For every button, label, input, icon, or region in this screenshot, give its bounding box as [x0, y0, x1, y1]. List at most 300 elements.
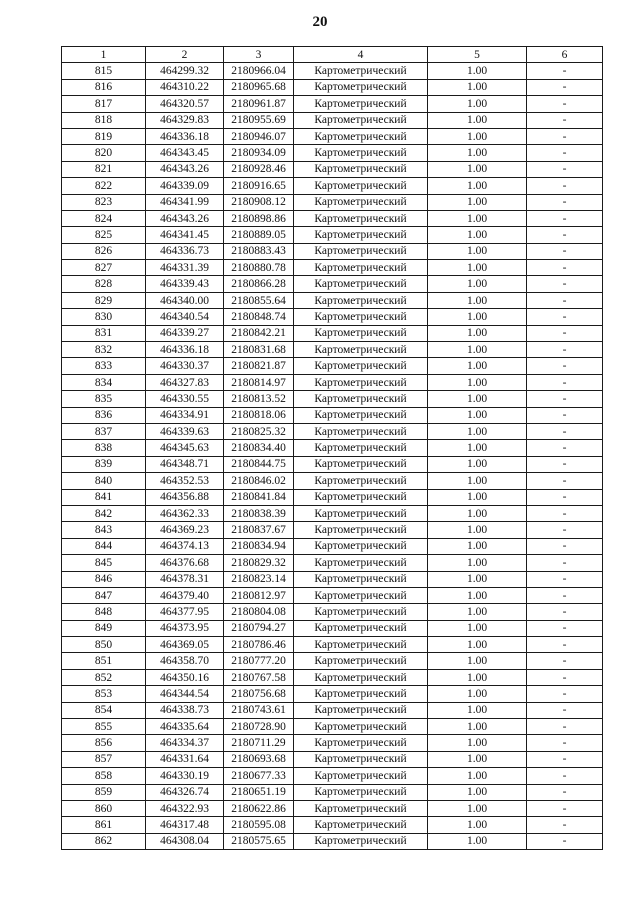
- point-number-cell: 858: [62, 768, 146, 784]
- accuracy-cell: 1.00: [428, 505, 527, 521]
- x-coordinate-cell: 464356.88: [146, 489, 224, 505]
- method-cell: Картометрический: [294, 391, 428, 407]
- method-cell: Картометрический: [294, 768, 428, 784]
- note-cell: -: [527, 243, 603, 259]
- note-cell: -: [527, 407, 603, 423]
- accuracy-cell: 1.00: [428, 342, 527, 358]
- accuracy-cell: 1.00: [428, 407, 527, 423]
- method-cell: Картометрический: [294, 751, 428, 767]
- table-row: [62, 719, 603, 735]
- note-cell: -: [527, 784, 603, 800]
- accuracy-cell: 1.00: [428, 194, 527, 210]
- table-body: [62, 63, 603, 850]
- x-coordinate-cell: 464358.70: [146, 653, 224, 669]
- method-cell: Картометрический: [294, 522, 428, 538]
- method-cell: Картометрический: [294, 112, 428, 128]
- point-number-cell: 820: [62, 145, 146, 161]
- point-number-cell: 836: [62, 407, 146, 423]
- table-row: [62, 391, 603, 407]
- accuracy-cell: 1.00: [428, 702, 527, 718]
- note-cell: -: [527, 800, 603, 816]
- method-cell: Картометрический: [294, 145, 428, 161]
- y-coordinate-cell: 2180883.43: [224, 243, 294, 259]
- note-cell: -: [527, 653, 603, 669]
- y-coordinate-cell: 2180831.68: [224, 342, 294, 358]
- y-coordinate-cell: 2180786.46: [224, 637, 294, 653]
- point-number-cell: 829: [62, 292, 146, 308]
- method-cell: Картометрический: [294, 669, 428, 685]
- note-cell: -: [527, 587, 603, 603]
- accuracy-cell: 1.00: [428, 571, 527, 587]
- table-row: [62, 784, 603, 800]
- table-row: [62, 79, 603, 95]
- point-number-cell: 837: [62, 423, 146, 439]
- y-coordinate-cell: 2180777.20: [224, 653, 294, 669]
- table-row: [62, 210, 603, 226]
- method-cell: Картометрический: [294, 292, 428, 308]
- table-row: [62, 243, 603, 259]
- table-row: [62, 227, 603, 243]
- y-coordinate-cell: 2180829.32: [224, 555, 294, 571]
- point-number-cell: 851: [62, 653, 146, 669]
- point-number-cell: 832: [62, 342, 146, 358]
- x-coordinate-cell: 464376.68: [146, 555, 224, 571]
- header-cell: 2: [146, 47, 224, 63]
- accuracy-cell: 1.00: [428, 210, 527, 226]
- table-row: [62, 653, 603, 669]
- note-cell: -: [527, 669, 603, 685]
- method-cell: Картометрический: [294, 276, 428, 292]
- x-coordinate-cell: 464373.95: [146, 620, 224, 636]
- point-number-cell: 847: [62, 587, 146, 603]
- note-cell: -: [527, 260, 603, 276]
- table-row: [62, 128, 603, 144]
- table-row: [62, 768, 603, 784]
- method-cell: Картометрический: [294, 96, 428, 112]
- point-number-cell: 826: [62, 243, 146, 259]
- table-row: [62, 112, 603, 128]
- method-cell: Картометрический: [294, 637, 428, 653]
- method-cell: Картометрический: [294, 79, 428, 95]
- header-cell: 5: [428, 47, 527, 63]
- table-row: [62, 407, 603, 423]
- y-coordinate-cell: 2180846.02: [224, 473, 294, 489]
- y-coordinate-cell: 2180961.87: [224, 96, 294, 112]
- table-row: [62, 669, 603, 685]
- y-coordinate-cell: 2180955.69: [224, 112, 294, 128]
- y-coordinate-cell: 2180916.65: [224, 178, 294, 194]
- point-number-cell: 824: [62, 210, 146, 226]
- accuracy-cell: 1.00: [428, 456, 527, 472]
- x-coordinate-cell: 464339.09: [146, 178, 224, 194]
- accuracy-cell: 1.00: [428, 128, 527, 144]
- y-coordinate-cell: 2180848.74: [224, 309, 294, 325]
- x-coordinate-cell: 464377.95: [146, 604, 224, 620]
- header-cell: 3: [224, 47, 294, 63]
- point-number-cell: 840: [62, 473, 146, 489]
- x-coordinate-cell: 464378.31: [146, 571, 224, 587]
- point-number-cell: 818: [62, 112, 146, 128]
- x-coordinate-cell: 464340.54: [146, 309, 224, 325]
- note-cell: -: [527, 473, 603, 489]
- point-number-cell: 833: [62, 358, 146, 374]
- table-row: [62, 178, 603, 194]
- y-coordinate-cell: 2180841.84: [224, 489, 294, 505]
- x-coordinate-cell: 464317.48: [146, 817, 224, 833]
- note-cell: -: [527, 342, 603, 358]
- accuracy-cell: 1.00: [428, 686, 527, 702]
- accuracy-cell: 1.00: [428, 620, 527, 636]
- x-coordinate-cell: 464350.16: [146, 669, 224, 685]
- method-cell: Картометрический: [294, 227, 428, 243]
- table-row: [62, 358, 603, 374]
- method-cell: Картометрический: [294, 800, 428, 816]
- y-coordinate-cell: 2180622.86: [224, 800, 294, 816]
- x-coordinate-cell: 464343.45: [146, 145, 224, 161]
- table-row: [62, 702, 603, 718]
- method-cell: Картометрический: [294, 620, 428, 636]
- accuracy-cell: 1.00: [428, 276, 527, 292]
- point-number-cell: 850: [62, 637, 146, 653]
- method-cell: Картометрический: [294, 473, 428, 489]
- table-row: [62, 260, 603, 276]
- point-number-cell: 817: [62, 96, 146, 112]
- point-number-cell: 862: [62, 833, 146, 849]
- x-coordinate-cell: 464352.53: [146, 473, 224, 489]
- note-cell: -: [527, 735, 603, 751]
- note-cell: -: [527, 833, 603, 849]
- method-cell: Картометрический: [294, 505, 428, 521]
- x-coordinate-cell: 464379.40: [146, 587, 224, 603]
- accuracy-cell: 1.00: [428, 669, 527, 685]
- y-coordinate-cell: 2180834.40: [224, 440, 294, 456]
- accuracy-cell: 1.00: [428, 637, 527, 653]
- point-number-cell: 856: [62, 735, 146, 751]
- method-cell: Картометрический: [294, 423, 428, 439]
- method-cell: Картометрический: [294, 587, 428, 603]
- y-coordinate-cell: 2180855.64: [224, 292, 294, 308]
- method-cell: Картометрический: [294, 260, 428, 276]
- coordinates-table: [61, 46, 603, 850]
- accuracy-cell: 1.00: [428, 178, 527, 194]
- method-cell: Картометрический: [294, 784, 428, 800]
- x-coordinate-cell: 464308.04: [146, 833, 224, 849]
- accuracy-cell: 1.00: [428, 260, 527, 276]
- point-number-cell: 859: [62, 784, 146, 800]
- note-cell: -: [527, 276, 603, 292]
- point-number-cell: 854: [62, 702, 146, 718]
- table-row: [62, 751, 603, 767]
- x-coordinate-cell: 464339.43: [146, 276, 224, 292]
- y-coordinate-cell: 2180821.87: [224, 358, 294, 374]
- header-cell: 4: [294, 47, 428, 63]
- note-cell: -: [527, 538, 603, 554]
- note-cell: -: [527, 456, 603, 472]
- table-row: [62, 63, 603, 79]
- note-cell: -: [527, 210, 603, 226]
- y-coordinate-cell: 2180823.14: [224, 571, 294, 587]
- point-number-cell: 825: [62, 227, 146, 243]
- table-row: [62, 522, 603, 538]
- method-cell: Картометрический: [294, 833, 428, 849]
- method-cell: Картометрический: [294, 178, 428, 194]
- note-cell: -: [527, 309, 603, 325]
- accuracy-cell: 1.00: [428, 358, 527, 374]
- accuracy-cell: 1.00: [428, 653, 527, 669]
- note-cell: -: [527, 555, 603, 571]
- note-cell: -: [527, 423, 603, 439]
- point-number-cell: 857: [62, 751, 146, 767]
- x-coordinate-cell: 464336.73: [146, 243, 224, 259]
- note-cell: -: [527, 620, 603, 636]
- method-cell: Картометрический: [294, 653, 428, 669]
- table-row: [62, 473, 603, 489]
- accuracy-cell: 1.00: [428, 112, 527, 128]
- header-cell: 1: [62, 47, 146, 63]
- point-number-cell: 828: [62, 276, 146, 292]
- point-number-cell: 819: [62, 128, 146, 144]
- point-number-cell: 831: [62, 325, 146, 341]
- y-coordinate-cell: 2180966.04: [224, 63, 294, 79]
- note-cell: -: [527, 292, 603, 308]
- accuracy-cell: 1.00: [428, 440, 527, 456]
- note-cell: -: [527, 145, 603, 161]
- x-coordinate-cell: 464344.54: [146, 686, 224, 702]
- y-coordinate-cell: 2180965.68: [224, 79, 294, 95]
- x-coordinate-cell: 464331.64: [146, 751, 224, 767]
- note-cell: -: [527, 194, 603, 210]
- accuracy-cell: 1.00: [428, 817, 527, 833]
- accuracy-cell: 1.00: [428, 800, 527, 816]
- method-cell: Картометрический: [294, 817, 428, 833]
- y-coordinate-cell: 2180814.97: [224, 374, 294, 390]
- y-coordinate-cell: 2180837.67: [224, 522, 294, 538]
- accuracy-cell: 1.00: [428, 309, 527, 325]
- note-cell: -: [527, 128, 603, 144]
- note-cell: -: [527, 161, 603, 177]
- note-cell: -: [527, 374, 603, 390]
- accuracy-cell: 1.00: [428, 325, 527, 341]
- y-coordinate-cell: 2180813.52: [224, 391, 294, 407]
- point-number-cell: 838: [62, 440, 146, 456]
- y-coordinate-cell: 2180711.29: [224, 735, 294, 751]
- x-coordinate-cell: 464341.99: [146, 194, 224, 210]
- accuracy-cell: 1.00: [428, 604, 527, 620]
- table-row: [62, 276, 603, 292]
- table-row: [62, 833, 603, 849]
- point-number-cell: 830: [62, 309, 146, 325]
- accuracy-cell: 1.00: [428, 145, 527, 161]
- point-number-cell: 843: [62, 522, 146, 538]
- y-coordinate-cell: 2180677.33: [224, 768, 294, 784]
- x-coordinate-cell: 464334.37: [146, 735, 224, 751]
- table-row: [62, 604, 603, 620]
- x-coordinate-cell: 464327.83: [146, 374, 224, 390]
- note-cell: -: [527, 686, 603, 702]
- method-cell: Картометрический: [294, 358, 428, 374]
- accuracy-cell: 1.00: [428, 587, 527, 603]
- x-coordinate-cell: 464343.26: [146, 210, 224, 226]
- method-cell: Картометрический: [294, 440, 428, 456]
- x-coordinate-cell: 464369.05: [146, 637, 224, 653]
- note-cell: -: [527, 489, 603, 505]
- note-cell: -: [527, 325, 603, 341]
- table-row: [62, 145, 603, 161]
- method-cell: Картометрический: [294, 555, 428, 571]
- accuracy-cell: 1.00: [428, 751, 527, 767]
- method-cell: Картометрический: [294, 243, 428, 259]
- point-number-cell: 853: [62, 686, 146, 702]
- table-row: [62, 538, 603, 554]
- y-coordinate-cell: 2180575.65: [224, 833, 294, 849]
- point-number-cell: 839: [62, 456, 146, 472]
- note-cell: -: [527, 817, 603, 833]
- note-cell: -: [527, 768, 603, 784]
- y-coordinate-cell: 2180728.90: [224, 719, 294, 735]
- method-cell: Картометрический: [294, 309, 428, 325]
- method-cell: Картометрический: [294, 342, 428, 358]
- x-coordinate-cell: 464341.45: [146, 227, 224, 243]
- table-header: [62, 47, 603, 63]
- accuracy-cell: 1.00: [428, 243, 527, 259]
- table-row: [62, 555, 603, 571]
- y-coordinate-cell: 2180767.58: [224, 669, 294, 685]
- point-number-cell: 835: [62, 391, 146, 407]
- method-cell: Картометрический: [294, 538, 428, 554]
- method-cell: Картометрический: [294, 702, 428, 718]
- y-coordinate-cell: 2180844.75: [224, 456, 294, 472]
- table-row: [62, 735, 603, 751]
- method-cell: Картометрический: [294, 686, 428, 702]
- table-row: [62, 325, 603, 341]
- y-coordinate-cell: 2180834.94: [224, 538, 294, 554]
- y-coordinate-cell: 2180595.08: [224, 817, 294, 833]
- point-number-cell: 827: [62, 260, 146, 276]
- y-coordinate-cell: 2180804.08: [224, 604, 294, 620]
- table-row: [62, 800, 603, 816]
- method-cell: Картометрический: [294, 161, 428, 177]
- y-coordinate-cell: 2180743.61: [224, 702, 294, 718]
- note-cell: -: [527, 63, 603, 79]
- point-number-cell: 821: [62, 161, 146, 177]
- accuracy-cell: 1.00: [428, 489, 527, 505]
- accuracy-cell: 1.00: [428, 538, 527, 554]
- table-row: [62, 686, 603, 702]
- x-coordinate-cell: 464310.22: [146, 79, 224, 95]
- x-coordinate-cell: 464339.63: [146, 423, 224, 439]
- accuracy-cell: 1.00: [428, 423, 527, 439]
- accuracy-cell: 1.00: [428, 833, 527, 849]
- table-row: [62, 456, 603, 472]
- x-coordinate-cell: 464345.63: [146, 440, 224, 456]
- x-coordinate-cell: 464299.32: [146, 63, 224, 79]
- x-coordinate-cell: 464322.93: [146, 800, 224, 816]
- point-number-cell: 852: [62, 669, 146, 685]
- accuracy-cell: 1.00: [428, 473, 527, 489]
- point-number-cell: 842: [62, 505, 146, 521]
- x-coordinate-cell: 464374.13: [146, 538, 224, 554]
- method-cell: Картометрический: [294, 571, 428, 587]
- y-coordinate-cell: 2180928.46: [224, 161, 294, 177]
- point-number-cell: 844: [62, 538, 146, 554]
- y-coordinate-cell: 2180818.06: [224, 407, 294, 423]
- note-cell: -: [527, 178, 603, 194]
- accuracy-cell: 1.00: [428, 374, 527, 390]
- method-cell: Картометрический: [294, 489, 428, 505]
- x-coordinate-cell: 464343.26: [146, 161, 224, 177]
- accuracy-cell: 1.00: [428, 719, 527, 735]
- note-cell: -: [527, 702, 603, 718]
- accuracy-cell: 1.00: [428, 391, 527, 407]
- note-cell: -: [527, 505, 603, 521]
- note-cell: -: [527, 227, 603, 243]
- x-coordinate-cell: 464330.55: [146, 391, 224, 407]
- y-coordinate-cell: 2180838.39: [224, 505, 294, 521]
- note-cell: -: [527, 751, 603, 767]
- accuracy-cell: 1.00: [428, 63, 527, 79]
- x-coordinate-cell: 464362.33: [146, 505, 224, 521]
- point-number-cell: 815: [62, 63, 146, 79]
- note-cell: -: [527, 358, 603, 374]
- x-coordinate-cell: 464329.83: [146, 112, 224, 128]
- header-cell: 6: [527, 47, 603, 63]
- y-coordinate-cell: 2180812.97: [224, 587, 294, 603]
- accuracy-cell: 1.00: [428, 768, 527, 784]
- y-coordinate-cell: 2180880.78: [224, 260, 294, 276]
- note-cell: -: [527, 604, 603, 620]
- point-number-cell: 849: [62, 620, 146, 636]
- note-cell: -: [527, 719, 603, 735]
- y-coordinate-cell: 2180842.21: [224, 325, 294, 341]
- accuracy-cell: 1.00: [428, 784, 527, 800]
- table-row: [62, 489, 603, 505]
- point-number-cell: 823: [62, 194, 146, 210]
- y-coordinate-cell: 2180898.86: [224, 210, 294, 226]
- x-coordinate-cell: 464369.23: [146, 522, 224, 538]
- x-coordinate-cell: 464335.64: [146, 719, 224, 735]
- note-cell: -: [527, 112, 603, 128]
- table-row: [62, 374, 603, 390]
- method-cell: Картометрический: [294, 456, 428, 472]
- y-coordinate-cell: 2180693.68: [224, 751, 294, 767]
- table-row: [62, 309, 603, 325]
- x-coordinate-cell: 464331.39: [146, 260, 224, 276]
- method-cell: Картометрический: [294, 374, 428, 390]
- table-row: [62, 817, 603, 833]
- page-number: 20: [312, 14, 328, 30]
- accuracy-cell: 1.00: [428, 292, 527, 308]
- point-number-cell: 822: [62, 178, 146, 194]
- table-row: [62, 587, 603, 603]
- accuracy-cell: 1.00: [428, 96, 527, 112]
- header-row: [62, 47, 603, 63]
- method-cell: Картометрический: [294, 210, 428, 226]
- accuracy-cell: 1.00: [428, 79, 527, 95]
- table-row: [62, 620, 603, 636]
- method-cell: Картометрический: [294, 128, 428, 144]
- table-row: [62, 505, 603, 521]
- method-cell: Картометрический: [294, 325, 428, 341]
- y-coordinate-cell: 2180946.07: [224, 128, 294, 144]
- point-number-cell: 845: [62, 555, 146, 571]
- point-number-cell: 834: [62, 374, 146, 390]
- x-coordinate-cell: 464340.00: [146, 292, 224, 308]
- x-coordinate-cell: 464348.71: [146, 456, 224, 472]
- method-cell: Картометрический: [294, 63, 428, 79]
- table-row: [62, 423, 603, 439]
- x-coordinate-cell: 464339.27: [146, 325, 224, 341]
- method-cell: Картометрический: [294, 735, 428, 751]
